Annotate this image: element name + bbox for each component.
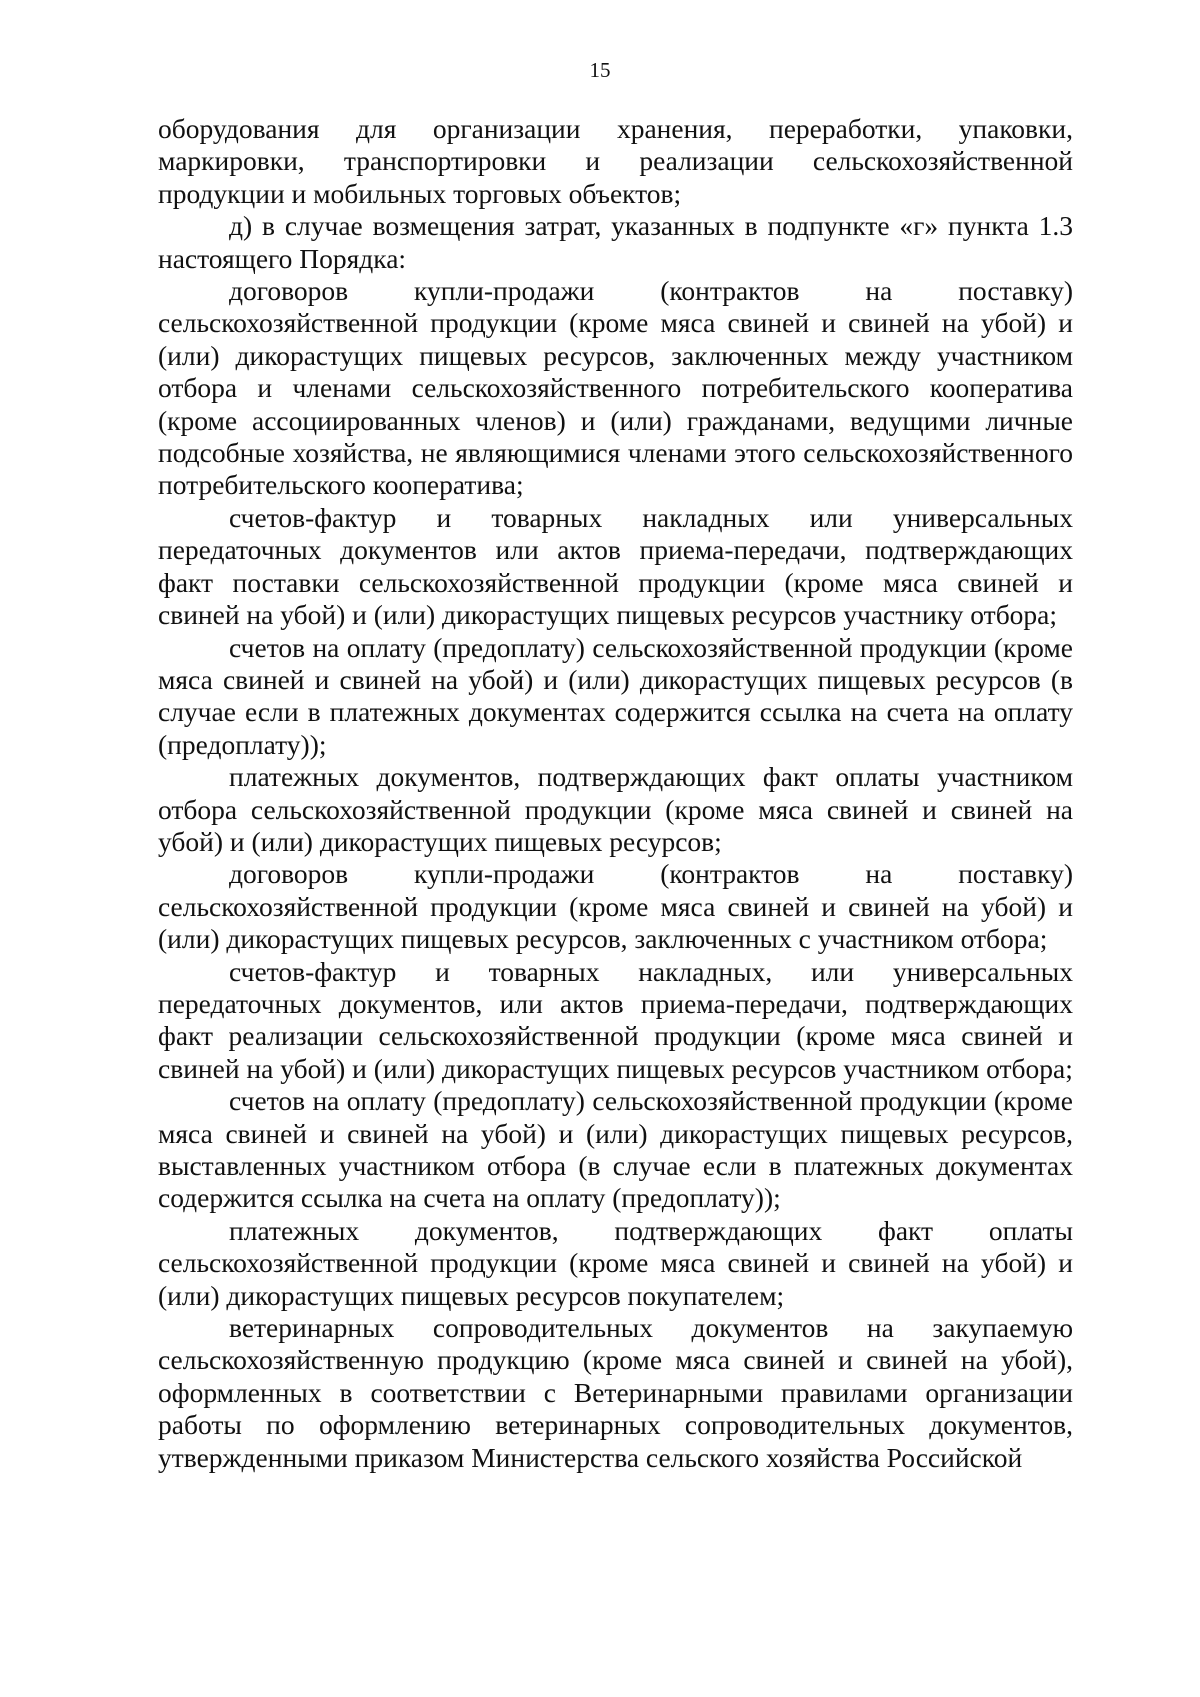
paragraph: договоров купли-продажи (контрактов на поставку) сельскохозяйственной продукции (кроме мяса свиней и свиней на убой) и (или) дикорастущих пищевых ресурсов, заключенных между участником отбора и членами сельскохозяйственного потребительского кооператива (кроме ассоциированных членов) и (или) гражданами, ведущими личные подсобные хозяйства, не являющимися членами этого сельскохозяйственного потребительского кооператива;	[158, 275, 1073, 501]
paragraph: договоров купли-продажи (контрактов на поставку) сельскохозяйственной продукции (кроме мяса свиней и свиней на убой) и (или) дикорастущих пищевых ресурсов, заключенных с участником отбора;	[158, 858, 1073, 955]
paragraph: д) в случае возмещения затрат, указанных в подпункте «г» пункта 1.3 настоящего Порядка:	[158, 210, 1073, 274]
document-body	[158, 113, 1073, 1474]
paragraph: счетов на оплату (предоплату) сельскохозяйственной продукции (кроме мяса свиней и свиней на убой) и (или) дикорастущих пищевых ресурсов (в случае если в платежных документах содержится ссылка на счета на оплату (предоплату));	[158, 631, 1073, 760]
paragraph: ветеринарных сопроводительных документов на закупаемую сельскохозяйственную продукцию (кроме мяса свиней и свиней на убой), оформленных в соответствии с Ветеринарными правилами организации работы по оформлению ветеринарных сопроводительных документов, утвержденными приказом Министерства сельского хозяйства Российской	[158, 1312, 1073, 1473]
paragraph: оборудования для организации хранения, переработки, упаковки, маркировки, транспортировки и реализации сельскохозяйственной продукции и мобильных торговых объектов;	[158, 113, 1073, 209]
paragraph: платежных документов, подтверждающих факт оплаты участником отбора сельскохозяйственной продукции (кроме мяса свиней и свиней на убой) и (или) дикорастущих пищевых ресурсов;	[158, 761, 1073, 857]
paragraph: счетов-фактур и товарных накладных, или универсальных передаточных документов, или актов приема-передачи, подтверждающих факт реализации сельскохозяйственной продукции (кроме мяса свиней и свиней на убой) и (или) дикорастущих пищевых ресурсов участником отбора;	[158, 955, 1073, 1084]
paragraph: счетов на оплату (предоплату) сельскохозяйственной продукции (кроме мяса свиней и свиней на убой) и (или) дикорастущих пищевых ресурсов, выставленных участником отбора (в случае если в платежных документах содержится ссылка на счета на оплату (предоплату));	[158, 1085, 1073, 1214]
page-number: 15	[589, 58, 611, 82]
paragraph: счетов-фактур и товарных накладных или универсальных передаточных документов или актов приема-передачи, подтверждающих факт поставки сельскохозяйственной продукции (кроме мяса свиней и свиней на убой) и (или) дикорастущих пищевых ресурсов участнику отбора;	[158, 501, 1073, 631]
paragraph: платежных документов, подтверждающих факт оплаты сельскохозяйственной продукции (кроме мяса свиней и свиней на убой) и (или) дикорастущих пищевых ресурсов покупателем;	[158, 1214, 1073, 1311]
